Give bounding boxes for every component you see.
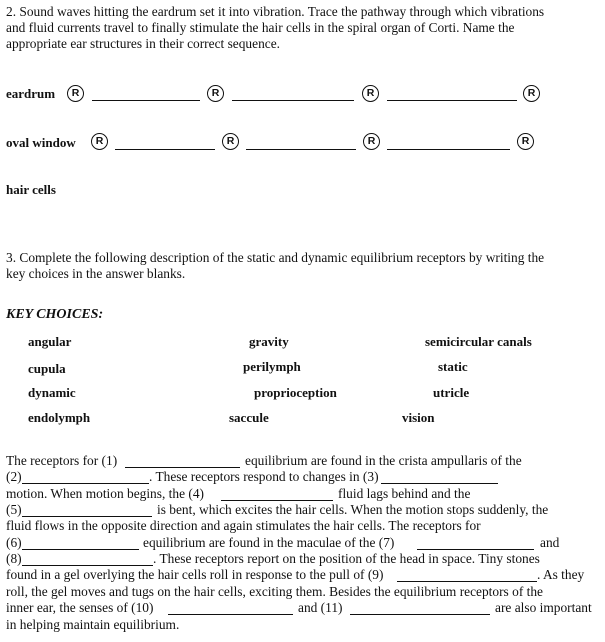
answer-blank-2[interactable] [22, 483, 149, 484]
para-text: in helping maintain equilibrium. [6, 617, 180, 632]
pathway-blank-6[interactable] [387, 149, 510, 150]
para-text: . As they [537, 567, 585, 582]
para-text: found in a gel overlying the hair cells roll in response to the pull of (9) [6, 567, 384, 582]
arrow-icon: R [222, 133, 239, 150]
choice-cupula: cupula [28, 361, 66, 376]
para-text: motion. When motion begins, the (4) [6, 486, 204, 501]
arrow-icon: R [363, 133, 380, 150]
para-text: . These receptors respond to changes in (3) [149, 469, 379, 484]
para-text: equilibrium are found in the maculae of the (7) [143, 535, 395, 550]
para-text: fluid flows in the opposite direction and again stimulates the hair cells. The receptors for [6, 518, 481, 533]
answer-blank-3[interactable] [381, 483, 498, 484]
choice-angular: angular [28, 334, 72, 349]
arrow-icon: R [523, 85, 540, 102]
eardrum-label: eardrum [6, 86, 56, 101]
answer-blank-4[interactable] [221, 500, 333, 501]
answer-blank-8[interactable] [22, 565, 153, 566]
answer-blank-11[interactable] [350, 614, 490, 615]
choice-vision: vision [402, 410, 435, 425]
q2-text-line1: 2. Sound waves hitting the eardrum set it into vibration. Trace the pathway through which vibrations [6, 4, 545, 19]
answer-blank-9[interactable] [397, 581, 537, 582]
q3-text-line1: 3. Complete the following description of the static and dynamic equilibrium receptors by writing the [6, 250, 545, 265]
answer-blank-5[interactable] [22, 516, 152, 517]
pathway-blank-2[interactable] [232, 100, 354, 101]
para-text: (2) [6, 469, 22, 484]
pathway-blank-5[interactable] [246, 149, 356, 150]
choice-gravity: gravity [249, 334, 289, 349]
choice-semicircular-canals: semicircular canals [425, 334, 532, 349]
oval-window-label: oval window [6, 135, 76, 150]
para-text: The receptors for (1) [6, 453, 118, 468]
para-text: roll, the gel moves and tugs on the hair cells, exciting them. Besides the equilibrium receptors of the [6, 584, 543, 599]
arrow-icon: R [362, 85, 379, 102]
para-text: is bent, which excites the hair cells. When the motion stops suddenly, the [157, 502, 549, 517]
pathway-blank-1[interactable] [92, 100, 200, 101]
para-text: fluid lags behind and the [338, 486, 471, 501]
q3-text-line2: key choices in the answer blanks. [6, 266, 186, 281]
choice-saccule: saccule [229, 410, 269, 425]
para-text: inner ear, the senses of (10) [6, 600, 154, 615]
para-text: . These receptors report on the position of the head in space. Tiny stones [153, 551, 540, 566]
key-choices-title: KEY CHOICES: [6, 307, 104, 322]
para-text: are also important [495, 600, 592, 615]
para-text: and (11) [298, 600, 343, 615]
arrow-icon: R [67, 85, 84, 102]
arrow-icon: R [517, 133, 534, 150]
choice-utricle: utricle [433, 385, 470, 400]
hair-cells-label: hair cells [6, 182, 56, 197]
choice-static: static [438, 359, 468, 374]
pathway-blank-3[interactable] [387, 100, 517, 101]
arrow-icon: R [91, 133, 108, 150]
para-text: (6) [6, 535, 22, 550]
q2-text-line2: and fluid currents travel to finally stimulate the hair cells in the spiral organ of Corti. Name the [6, 20, 515, 35]
answer-blank-7[interactable] [417, 549, 534, 550]
pathway-blank-4[interactable] [115, 149, 215, 150]
choice-perilymph: perilymph [243, 359, 301, 374]
choice-proprioception: proprioception [254, 385, 337, 400]
para-text: (8) [6, 551, 22, 566]
q2-text-line3: appropriate ear structures in their correct sequence. [6, 36, 280, 51]
answer-blank-6[interactable] [22, 549, 139, 550]
para-text: equilibrium are found in the crista ampullaris of the [245, 453, 522, 468]
para-text: and [540, 535, 560, 550]
answer-blank-10[interactable] [168, 614, 293, 615]
para-text: (5) [6, 502, 22, 517]
arrow-icon: R [207, 85, 224, 102]
choice-endolymph: endolymph [28, 410, 91, 425]
choice-dynamic: dynamic [28, 385, 76, 400]
answer-blank-1[interactable] [125, 467, 240, 468]
